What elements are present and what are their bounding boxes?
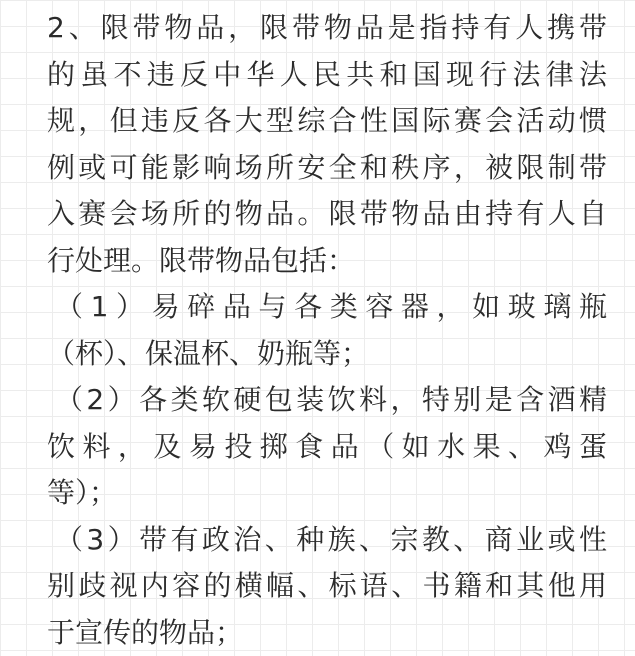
text-line: 行处理。限带物品包括：	[47, 238, 607, 285]
text-line: 于宣传的物品；	[47, 610, 607, 656]
text-line: 入赛会场所的物品。限带物品由持有人自	[47, 191, 607, 238]
text-line: 2、限带物品，限带物品是指持有人携带	[47, 5, 607, 52]
text-line: 例或可能影响场所安全和秩序，被限制带	[47, 145, 607, 192]
text-line: （杯）、保温杯、奶瓶等；	[47, 331, 607, 378]
text-line: 的虽不违反中华人民共和国现行法律法	[47, 52, 607, 99]
text-line: 别歧视内容的横幅、标语、书籍和其他用	[47, 563, 607, 610]
text-line: 饮料，及易投掷食品（如水果、鸡蛋	[47, 424, 607, 471]
document-body	[47, 5, 607, 656]
text-line: 规，但违反各大型综合性国际赛会活动惯	[47, 98, 607, 145]
text-line: 等）；	[47, 470, 607, 517]
list-item-1: （1）易碎品与各类容器，如玻璃瓶	[47, 284, 607, 331]
list-item-3: （3）带有政治、种族、宗教、商业或性	[47, 517, 607, 564]
list-item-2: （2）各类软硬包装饮料，特别是含酒精	[47, 377, 607, 424]
